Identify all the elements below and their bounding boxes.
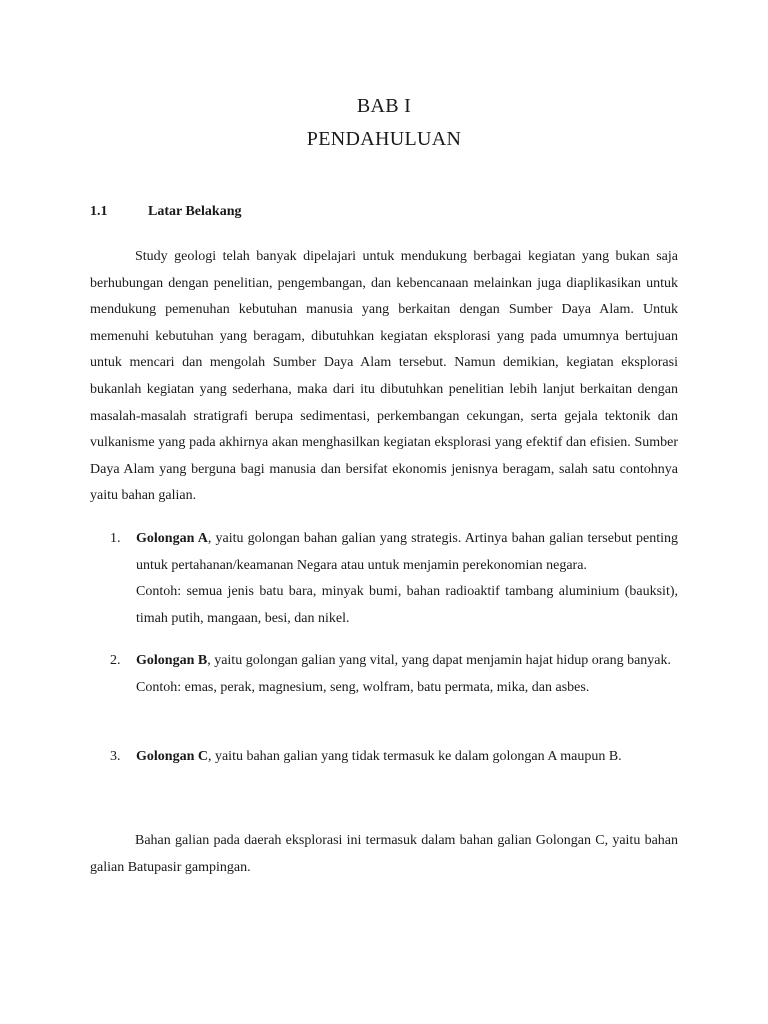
intro-paragraph: Study geologi telah banyak dipelajari untuk mendukung berbagai kegiatan yang bukan saja berhubungan dengan penelitian, pengembangan, dan kebencanaan melainkan juga diaplikasikan untuk mendukung pemenuhan kebutuhan manusia yang berkaitan dengan Sumber Daya Alam. Untuk memenuhi kebutuhan yang beragam, dibutuhkan kegiatan eksplorasi yang pada umumnya bertujuan untuk mencari dan mengolah Sumber Daya Alam tersebut. Namun demikian, kegiatan eksplorasi bukanlah kegiatan yang sederhana, maka dari itu dibutuhkan penelitian lebih lanjut berkaitan dengan masalah-masalah stratigrafi berupa sedimentasi, perkembangan cekungan, serta gejala tektonik dan vulkanisme yang pada akhirnya akan menghasilkan kegiatan eksplorasi yang efektif dan efisien. Sumber Daya Alam yang berguna bagi manusia dan bersifat ekonomis jenisnya beragam, salah satu contohnya yaitu bahan galian. [90, 249, 678, 504]
list-item [110, 648, 678, 701]
chapter-number: BAB I [356, 95, 412, 117]
list-item-text: , yaitu bahan galian yang tidak termasuk ke dalam golongan A maupun B. [207, 749, 622, 764]
list-item-example: Contoh: semua jenis batu bara, minyak bumi, bahan radioaktif tambang aluminium (bauksit), timah putih, mangaan, besi, dan nikel. [136, 584, 678, 626]
list-item [110, 744, 678, 771]
list-item-number: 2. [110, 653, 121, 668]
list-item-example: Contoh: emas, perak, magnesium, seng, wolfram, batu permata, mika, dan asbes. [136, 679, 590, 695]
list-item-body [136, 648, 678, 701]
section-number: 1.1 [90, 204, 108, 219]
list-item-body [136, 744, 678, 771]
section-heading [90, 204, 241, 220]
chapter-title: PENDAHULUAN [306, 128, 462, 150]
list-item-text: , yaitu golongan bahan galian yang strategis. Artinya bahan galian tersebut penting untuk pertahanan/keamanan Negara atau untuk menjamin perekonomian negara. [136, 531, 678, 573]
section-title: Latar Belakang [148, 204, 242, 219]
list-item-term: Golongan A [136, 531, 208, 546]
list-item-number: 1. [110, 531, 121, 546]
list-item-term: Golongan C [136, 749, 208, 764]
list-item-term: Golongan B [136, 653, 208, 668]
list-item-text: , yaitu golongan galian yang vital, yang dapat menjamin hajat hidup orang banyak. [207, 653, 672, 668]
list-item-body [136, 526, 678, 632]
closing-paragraph: Bahan galian pada daerah eksplorasi ini termasuk dalam bahan galian Golongan C, yaitu bahan galian Batupasir gampingan. [90, 833, 678, 875]
list-item-number: 3. [110, 749, 121, 764]
list-item [110, 526, 678, 632]
